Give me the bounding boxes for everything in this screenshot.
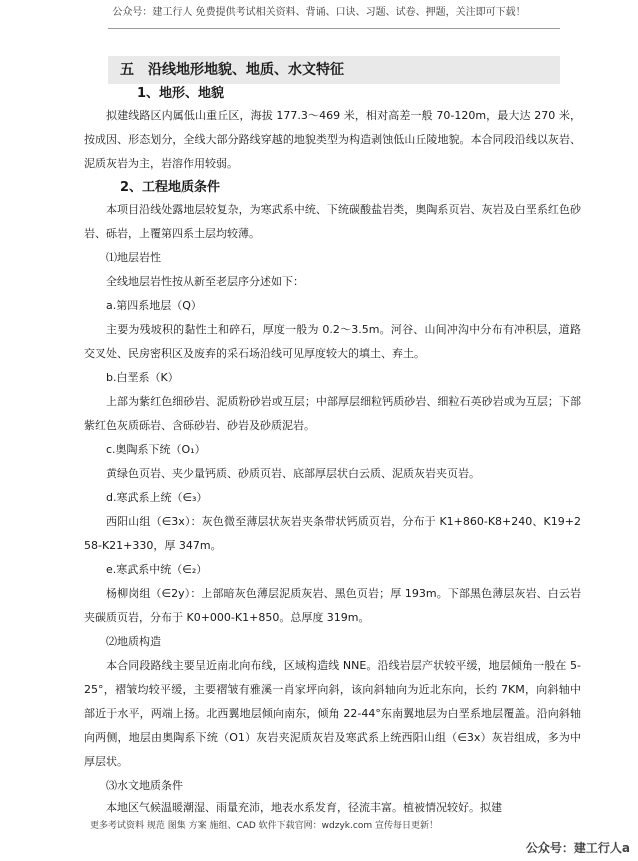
cambrian-middle-paragraph: 杨柳岗组（∈2y）：上部暗灰色薄层泥质灰岩、黑色页岩；厚 193m。下部黑色薄层灰岩、白云岩夹碳质页岩，分布于 K0+000-K1+850。总厚度 319m。	[84, 587, 581, 624]
cambrian-upper-label: d.寒武系上统（∈₃）	[106, 491, 208, 504]
cambrian-middle-label: e.寒武系中统（∈₂）	[106, 563, 208, 576]
banner-divider	[108, 28, 560, 29]
footer-website-note: 更多考试资料 规范 图集 方案 施组、CAD 软件下载官网：wdzyk.com 宣传每日更新！	[90, 821, 438, 831]
structure-paragraph: 本合同段路线主要呈近南北向布线，区域构造线 NNE。沿线岩层产状较平缓，地层倾角一般在 5-25°，褶皱均较平缓，主要褶皱有雅溪一肖家坪向斜，该向斜轴向为近北东向，长约 7KM，向斜轴中部近于水平，两端上扬。北西翼地层倾向南东，倾角 22-44°东南翼地层为白垩系地层覆盖。沿向斜轴向两侧，地层由奥陶系下统（O1）灰岩夹泥质灰岩及寒武系上统西阳山组（∈3x）灰岩组成，多为中厚层状。	[84, 659, 581, 768]
structure-heading: ⑵地质构造	[106, 635, 161, 648]
section-title: 五 沿线地形地貌、地质、水文特征	[120, 62, 344, 78]
footer-watermark: 公众号：建工行人a	[525, 841, 630, 855]
lithology-intro: 全线地层岩性按从新至老层序分述如下：	[106, 275, 304, 288]
geology-intro-paragraph: 本项目沿线处露地层较复杂，为寒武系中统、下统碳酸盐岩类，奥陶系页岩、灰岩及白垩系红色砂岩、砾岩，上覆第四系土层均较薄。	[84, 203, 581, 240]
hydrogeology-paragraph: 本地区气候温暖潮湿、雨量充沛，地表水系发育，径流丰富。植被情况较好。拟建	[106, 801, 502, 814]
ordovician-paragraph: 黄绿色页岩、夹少量钙质、砂质页岩、底部厚层状白云质、泥质灰岩夹页岩。	[106, 467, 480, 480]
quaternary-paragraph: 主要为残坡积的黏性土和碎石，厚度一般为 0.2～3.5m。河谷、山间冲沟中分布有冲积层，道路交叉处、民房密积区及废弃的采石场沿线可见厚度较大的填土、弃土。	[84, 323, 581, 360]
terrain-paragraph: 拟建线路区内属低山重丘区，海拔 177.3～469 米，相对高差一般 70-120m，最大达 270 米，按成因、形态划分，全线大部分路线穿越的地貌类型为构造剥蚀低山丘陵地貌。本合同段沿线以灰岩、泥质灰岩为主，岩溶作用较弱。	[84, 109, 581, 170]
lithology-heading: ⑴地层岩性	[106, 251, 161, 264]
cambrian-upper-paragraph: 西阳山组（∈3x）：灰色微至薄层状灰岩夹条带状钙质页岩，分布于 K1+860-K8+240、K19+258-K21+330，厚 347m。	[84, 515, 581, 552]
cretaceous-paragraph: 上部为紫红色细砂岩、泥质粉砂岩或互层；中部厚层细粒钙质砂岩、细粒石英砂岩或为互层；下部紫红色灰质砾岩、含砾砂岩、砂岩及砂质泥岩。	[84, 395, 581, 432]
terrain-heading: 1、地形、地貌	[137, 86, 225, 101]
cretaceous-label: b.白垩系（K）	[106, 371, 179, 384]
geology-heading: 2、工程地质条件	[120, 180, 221, 195]
top-banner: 公众号：建工行人 免费提供考试相关资料、背诵、口诀、习题、试卷、押题，关注即可下载！	[112, 7, 526, 18]
hydrogeology-heading: ⑶水文地质条件	[106, 779, 183, 792]
quaternary-label: a.第四系地层（Q）	[106, 299, 202, 312]
ordovician-label: c.奥陶系下统（O₁）	[106, 443, 206, 456]
